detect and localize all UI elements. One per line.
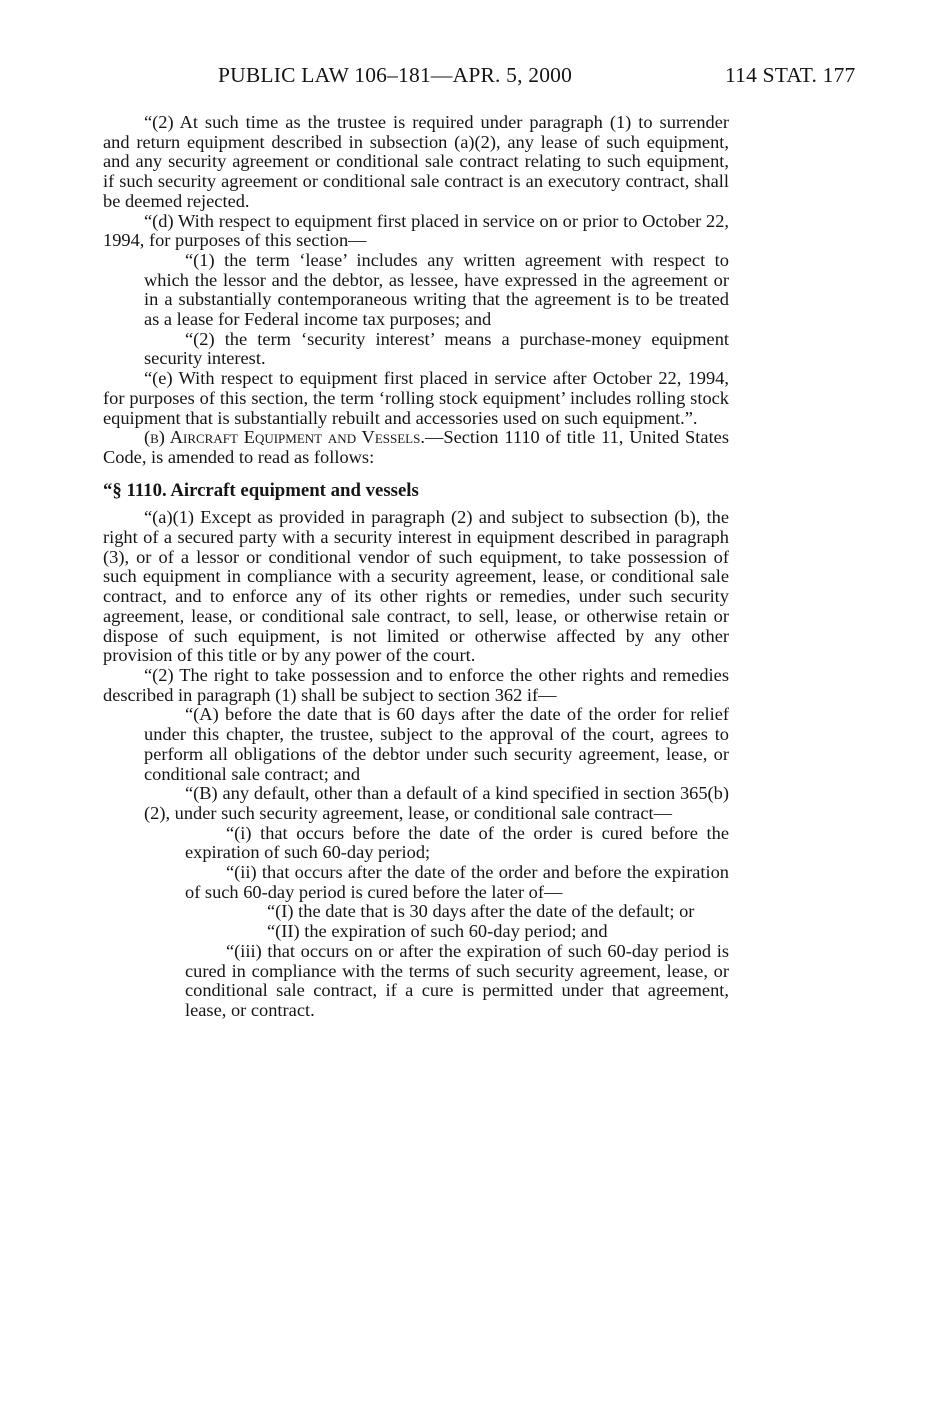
paragraph-d2: “(2) the term ‘security interest’ means a purchase-money equipment security interest. bbox=[144, 328, 729, 369]
paragraph-c2: “(2) At such time as the trustee is required under paragraph (1) to surrender and return equipment described in subsection (a)(2), any lease of such equipment, and any security agreement or conditional sale contract relating to such equipment, if such security agreement or conditional sale contract is an executory contract, shall be deemed rejected. bbox=[103, 112, 729, 211]
paragraph-a1: “(a)(1) Except as provided in paragraph (2) and subject to subsection (b), the right of a secured party with a security interest in equipment described in paragraph (3), or of a lessor or conditional vendor of such equipment, to take possession of such equipment in compliance with a security agreement, lease, or conditional sale contract, and to enforce any of its other rights or remedies, under such security agreement, lease, or conditional sale contract, to sell, lease, or otherwise retain or dispose of such equipment, is not limited or otherwise affected by any other provision of this title or by any power of the court. bbox=[103, 507, 729, 666]
paragraph-a2-B-ii: “(ii) that occurs after the date of the order and before the expiration of such 60-day period is cured before the later of— bbox=[185, 862, 729, 902]
paragraph-a2-B-iii: “(iii) that occurs on or after the expiration of such 60-day period is cured in compliance with the terms of such security agreement, lease, or conditional sale contract, if a cure is permitted under that agreement, lease, or contract. bbox=[185, 940, 729, 1020]
paragraph-e: “(e) With respect to equipment first placed in service after October 22, 1994, for purposes of this section, the term ‘rolling stock equipment’ includes rolling stock equipment that is substantially rebuilt and accessories used on such equipment.”. bbox=[103, 368, 729, 428]
section-1110-heading: “§ 1110. Aircraft equipment and vessels bbox=[103, 479, 419, 501]
paragraph-a2-A: “(A) before the date that is 60 days after the date of the order for relief under this chapter, the trustee, subject to the approval of the court, agrees to perform all obligations of the debtor under such security agreement, lease, or conditional sale contract; and bbox=[144, 704, 729, 784]
paragraph-a2-B-i: “(i) that occurs before the date of the order is cured before the expiration of such 60-day period; bbox=[185, 822, 729, 863]
paragraph-d1: “(1) the term ‘lease’ includes any written agreement with respect to which the lessor and the debtor, as lessee, have expressed in the agreement or in a substantially contemporaneous writing that the agreement is to be treated as a lease for Federal income tax purposes; and bbox=[144, 249, 729, 330]
paragraph-a2-B-ii-II: “(II) the expiration of such 60-day period; and bbox=[267, 921, 608, 942]
running-header-title: PUBLIC LAW 106–181—APR. 5, 2000 bbox=[218, 63, 573, 87]
document-body bbox=[103, 113, 729, 1021]
subsection-b-caption: (b) Aircraft Equipment and Vessels. bbox=[144, 427, 425, 448]
paragraph-d: “(d) With respect to equipment first placed in service on or prior to October 22, 1994, for purposes of this section— bbox=[103, 210, 729, 251]
paragraph-b bbox=[103, 428, 729, 467]
paragraph-a2-B-ii-I: “(I) the date that is 30 days after the date of the default; or bbox=[267, 901, 695, 922]
paragraph-a2-B: “(B) any default, other than a default of a kind specified in section 365(b)(2), under such security agreement, lease, or conditional sale contract— bbox=[144, 783, 729, 823]
subsection-b-text: —Section 1110 of title 11, United States Code, is amended to read as follows: bbox=[103, 427, 729, 467]
paragraph-a2: “(2) The right to take possession and to enforce the other rights and remedies described in paragraph (1) shall be subject to section 362 if— bbox=[103, 664, 729, 705]
statute-page-number: 114 STAT. 177 bbox=[725, 63, 856, 87]
